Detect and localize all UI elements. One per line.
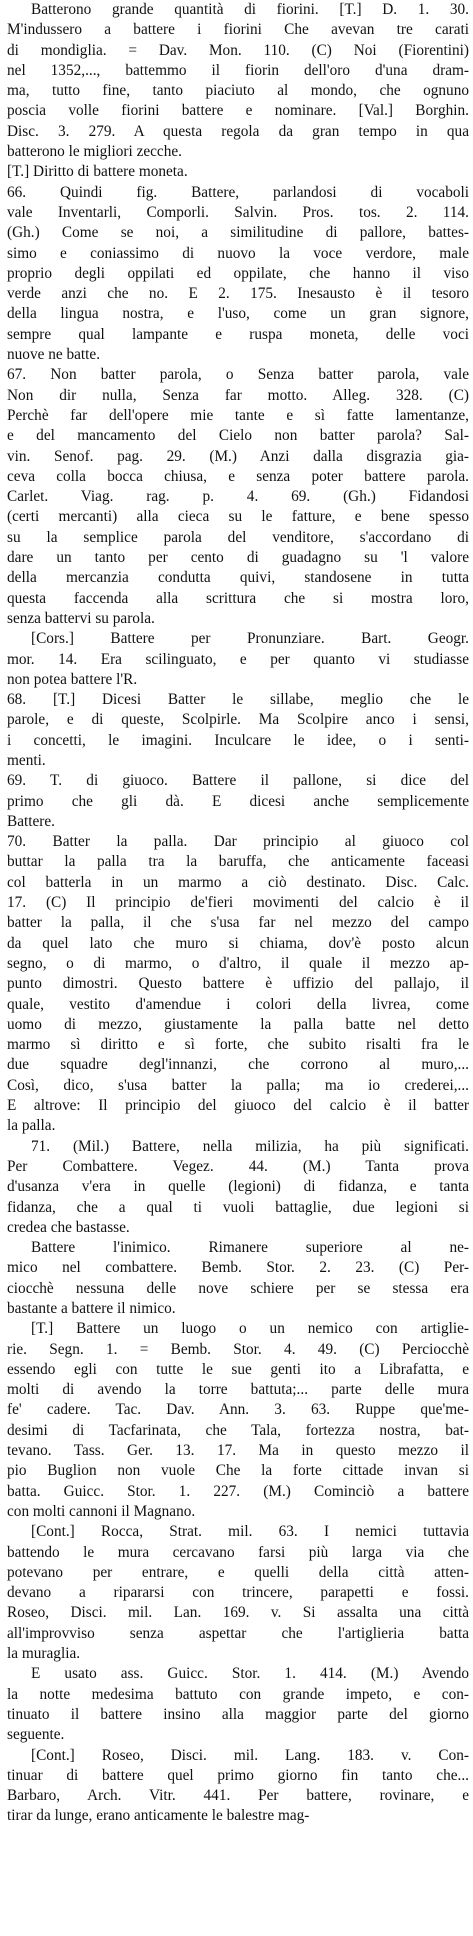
text-line: rie. Segn. 1. = Bemb. Stor. 4. 49. (C) Perciocchè — [7, 1340, 469, 1358]
text-line: (certi mercanti) alla cieca su le fatture, e bene spesso — [7, 508, 469, 526]
text-line: di mondiglia. = Dav. Mon. 110. (C) Noi (Fiorentini) — [7, 41, 469, 59]
text-line: pio Buglion non vuole Che la forte cittade invan si — [7, 1462, 469, 1480]
text-line: punto dimostri. Questo battere è uffizio del pallajo, il — [7, 975, 469, 993]
text-line: Perchè far dell'opere mie tante e sì fatte lamentanze, — [7, 406, 469, 424]
text-line: batter la palla, il che s'usa far nel mezzo del campo — [7, 914, 469, 932]
text-line: non poteа battere l'R. — [7, 670, 138, 688]
text-line: Batterono grande quantità di fiorini. [T.] D. 1. 30. — [31, 1, 469, 18]
text-line: Roseo, Disci. mil. Lan. 169. v. Si assalta una città — [7, 1604, 469, 1622]
text-line: poscia volle fiorini battere e nominare. [Val.] Borghin. — [7, 102, 469, 120]
text-line: mor. 14. Era scilinguato, e per quanto vi studiasse — [7, 650, 469, 668]
text-line: 69. T. di giuoco. Battere il pallone, si dice del — [7, 772, 469, 790]
text-line: battendo le mura cercavano farsi più larga via che — [7, 1543, 469, 1561]
text-line: sempre qual lampante e ruspa moneta, delle voci — [7, 325, 469, 343]
text-line: verde anzi che no. E 2. 175. Inesausto è il tesoro — [7, 285, 469, 303]
text-line: 68. [T.] Dicesi Batter le sillabe, meglio che le — [7, 691, 469, 709]
text-line: dare un tanto per cento di guadagno su 'l valore — [7, 549, 469, 567]
text-line: col batterla in un marmo a ciò destinato. Disc. Calc. — [7, 873, 469, 891]
text-line: M'indussero a battere i fiorini Che avevan tre carati — [7, 21, 469, 39]
text-line: proprio degli oppilati ed oppilate, che hanno il viso — [7, 264, 469, 282]
text-line: d'usanza v'era in quelle (legioni) di fidanza, e tanta — [7, 1178, 469, 1196]
entry-e67 — [7, 365, 469, 629]
text-line: della lingua nostra, e l'uso, come un gran signore, — [7, 305, 469, 323]
text-line: senza battervi su parola. — [7, 609, 155, 627]
text-line: i concetti, le imagini. Inculcare le idee, o i senti- — [7, 731, 469, 749]
text-line: bastante a battere il nimico. — [7, 1300, 176, 1317]
text-line: Carlet. Viag. rag. p. 4. 69. (Gh.) Fidandosi — [7, 488, 469, 506]
text-line: 67. Non batter parola, o Senza batter parola, vale — [7, 366, 469, 384]
text-line: Disc. 3. 279. A questa regola da gran tempo in qua — [7, 122, 469, 140]
text-line: seguente. — [7, 1726, 65, 1744]
text-line: della mercanzia condutta quivi, standosene in tutta — [7, 569, 469, 587]
entry-e66 — [7, 183, 469, 366]
text-line: 71. (Mil.) Battere, nella milizia, ha più significati. — [31, 1137, 469, 1155]
text-line: 66. Quindi fig. Battere, parlandosi di vocaboli — [7, 183, 469, 201]
text-line: primo che gli dà. E dicesi anche semplicemente — [7, 792, 469, 810]
text-line: 17. (C) Il principio de'fieri movimenti del calcio è il — [7, 894, 469, 912]
text-line: fidanza, che a qual ti vuoli battaglie, due legioni si — [7, 1198, 469, 1216]
text-line: Barbaro, Arch. Vitr. 441. Per battere, rovinare, e — [7, 1787, 469, 1805]
text-line: la muraglia. — [7, 1645, 81, 1663]
text-line: E usato ass. Guicc. Stor. 1. 414. (M.) Avendo — [31, 1665, 469, 1683]
text-line: [Cors.] Battere per Pronunziare. Bart. Geogr. — [31, 630, 469, 648]
text-line: tirar da lunge, erano anticamente le balestre mag- — [7, 1807, 310, 1825]
text-line: su la semplice parola del venditore, s'accordano di — [7, 528, 469, 546]
entry-usato — [7, 1664, 469, 1745]
text-line: marmo sì diritto e sì forte, che subito risalti fra le — [7, 1036, 469, 1054]
text-line: menti. — [7, 751, 46, 769]
text-line: fe' cadere. Tac. Dav. Ann. 3. 63. Ruppe que'me- — [7, 1401, 469, 1419]
entry-rocca — [7, 1522, 469, 1664]
text-line: vale Inventarli, Comporli. Salvin. Pros. tos. 2. 114. — [7, 203, 469, 221]
text-line: [T.] Battere un luogo o un nemico con artiglie- — [31, 1320, 469, 1338]
text-line: simo e coniassimo di nuovo la voce verdore, male — [7, 244, 469, 262]
text-line: all'improvviso senza aspettar che l'artiglieria batta — [7, 1624, 469, 1642]
entry-cont — [7, 0, 469, 162]
text-line: Battere. — [7, 812, 55, 830]
text-line: nel 1352,..., battemmo il fiorin dell'oro d'una dram- — [7, 61, 469, 79]
text-line: essendo egli con tutte le sue genti ito a Librafatta, e — [7, 1360, 469, 1378]
text-line: buttar la palla tra la baruffa, che anticamente faceasi — [7, 853, 469, 871]
text-line: ceva colla bocca chiusa, e senza poter battere parola. — [7, 467, 469, 485]
text-line: [Cont.] Roseo, Disci. mil. Lang. 183. v. Con- — [31, 1746, 469, 1764]
text-line: mico nel combattere. Bemb. Stor. 2. 23. (C) Per- — [7, 1259, 469, 1277]
text-line: desimi di Tacfarinata, che Tala, fortezza nostra, bat- — [7, 1421, 469, 1439]
text-line: la palla. — [7, 1117, 56, 1135]
text-line: quale, vestito d'amendue i colori della livrea, come — [7, 995, 469, 1013]
entry-e68 — [7, 690, 469, 771]
text-line: Battere l'inimico. Rimanere superiore al ne- — [31, 1239, 469, 1257]
text-line: E altrove: Il principio del giuoco del calcio è il batter — [7, 1097, 469, 1115]
text-line: e del mancamento del Cielo non batter parola? Sal- — [7, 427, 469, 445]
text-line: vin. Senof. pag. 29. (M.) Anzi dalla disgrazia gia- — [7, 447, 469, 465]
entry-e71 — [7, 1137, 469, 1238]
entry-inimico — [7, 1238, 469, 1319]
text-line: segno, o di marmo, o d'altro, il quale il mezzo ap- — [7, 954, 469, 972]
text-line: tinuar di battere quel primo giorno fin tanto che... — [7, 1766, 469, 1784]
entry-cors — [7, 629, 469, 690]
text-line: devano a ripararsi con trincere, parapetti e fossi. — [7, 1584, 469, 1602]
text-line: Così, dico, s'usa batter la palla; ma io crederei,... — [7, 1076, 469, 1094]
text-line: da quel lato che muro si chiama, dov'è posto alcun — [7, 934, 469, 952]
text-line: tinuato il battere insino alla maggior parte del giorno — [7, 1705, 469, 1723]
entry-e70 — [7, 832, 469, 1136]
text-line: tevano. Tass. Ger. 13. 17. Ma in questo mezzo il — [7, 1442, 469, 1460]
text-line: uomo di mezzo, giustamente la palla batte nel detto — [7, 1015, 469, 1033]
text-line: [T.] Diritto di battere moneta. — [7, 163, 188, 181]
text-line: Per Combattere. Vegez. 44. (M.) Tanta prova — [7, 1157, 469, 1175]
entry-artiglieria — [7, 1319, 469, 1522]
text-line: molti di avendo la torre battuta;... parte delle mura — [7, 1381, 469, 1399]
text-line: parole, e di queste, Scolpirle. Ma Scolpire anco i sensi, — [7, 711, 469, 729]
text-line: ma, tutto fine, tanto piaciuto al mondo, che ognuno — [7, 82, 469, 100]
text-line: con molti cannoni il Magnano. — [7, 1502, 196, 1520]
entry-e69 — [7, 771, 469, 832]
text-line: nuove ne batte. — [7, 346, 101, 364]
entry-diritto — [7, 162, 469, 182]
text-line: (Gh.) Come se noi, a similitudine di pallore, battes- — [7, 224, 469, 242]
text-line: ciocchè nessuna delle nove schiere per se stessa era — [7, 1279, 469, 1297]
text-line: [Cont.] Rocca, Strat. mil. 63. I nemici tuttavia — [31, 1523, 469, 1541]
text-line: batterono le migliori zecche. — [7, 143, 182, 161]
text-line: due squadre degl'innanzi, che corrono al muro,... — [7, 1056, 469, 1074]
text-line: batta. Guicc. Stor. 1. 227. (M.) Cominciò a battere — [7, 1482, 469, 1500]
entry-roseo — [7, 1746, 469, 1827]
text-line: questa faccenda alla scrittura che si mostra loro, — [7, 589, 469, 607]
text-line: potevano per entrare, e quelli della città atten- — [7, 1563, 469, 1581]
text-line: Non dir nulla, Senza far motto. Alleg. 328. (C) — [7, 386, 469, 404]
text-line: credea che bastasse. — [7, 1218, 130, 1236]
text-line: la notte medesima battuto con grande impeto, e con- — [7, 1685, 469, 1703]
text-line: 70. Batter la palla. Dar principio al giuoco col — [7, 833, 469, 851]
